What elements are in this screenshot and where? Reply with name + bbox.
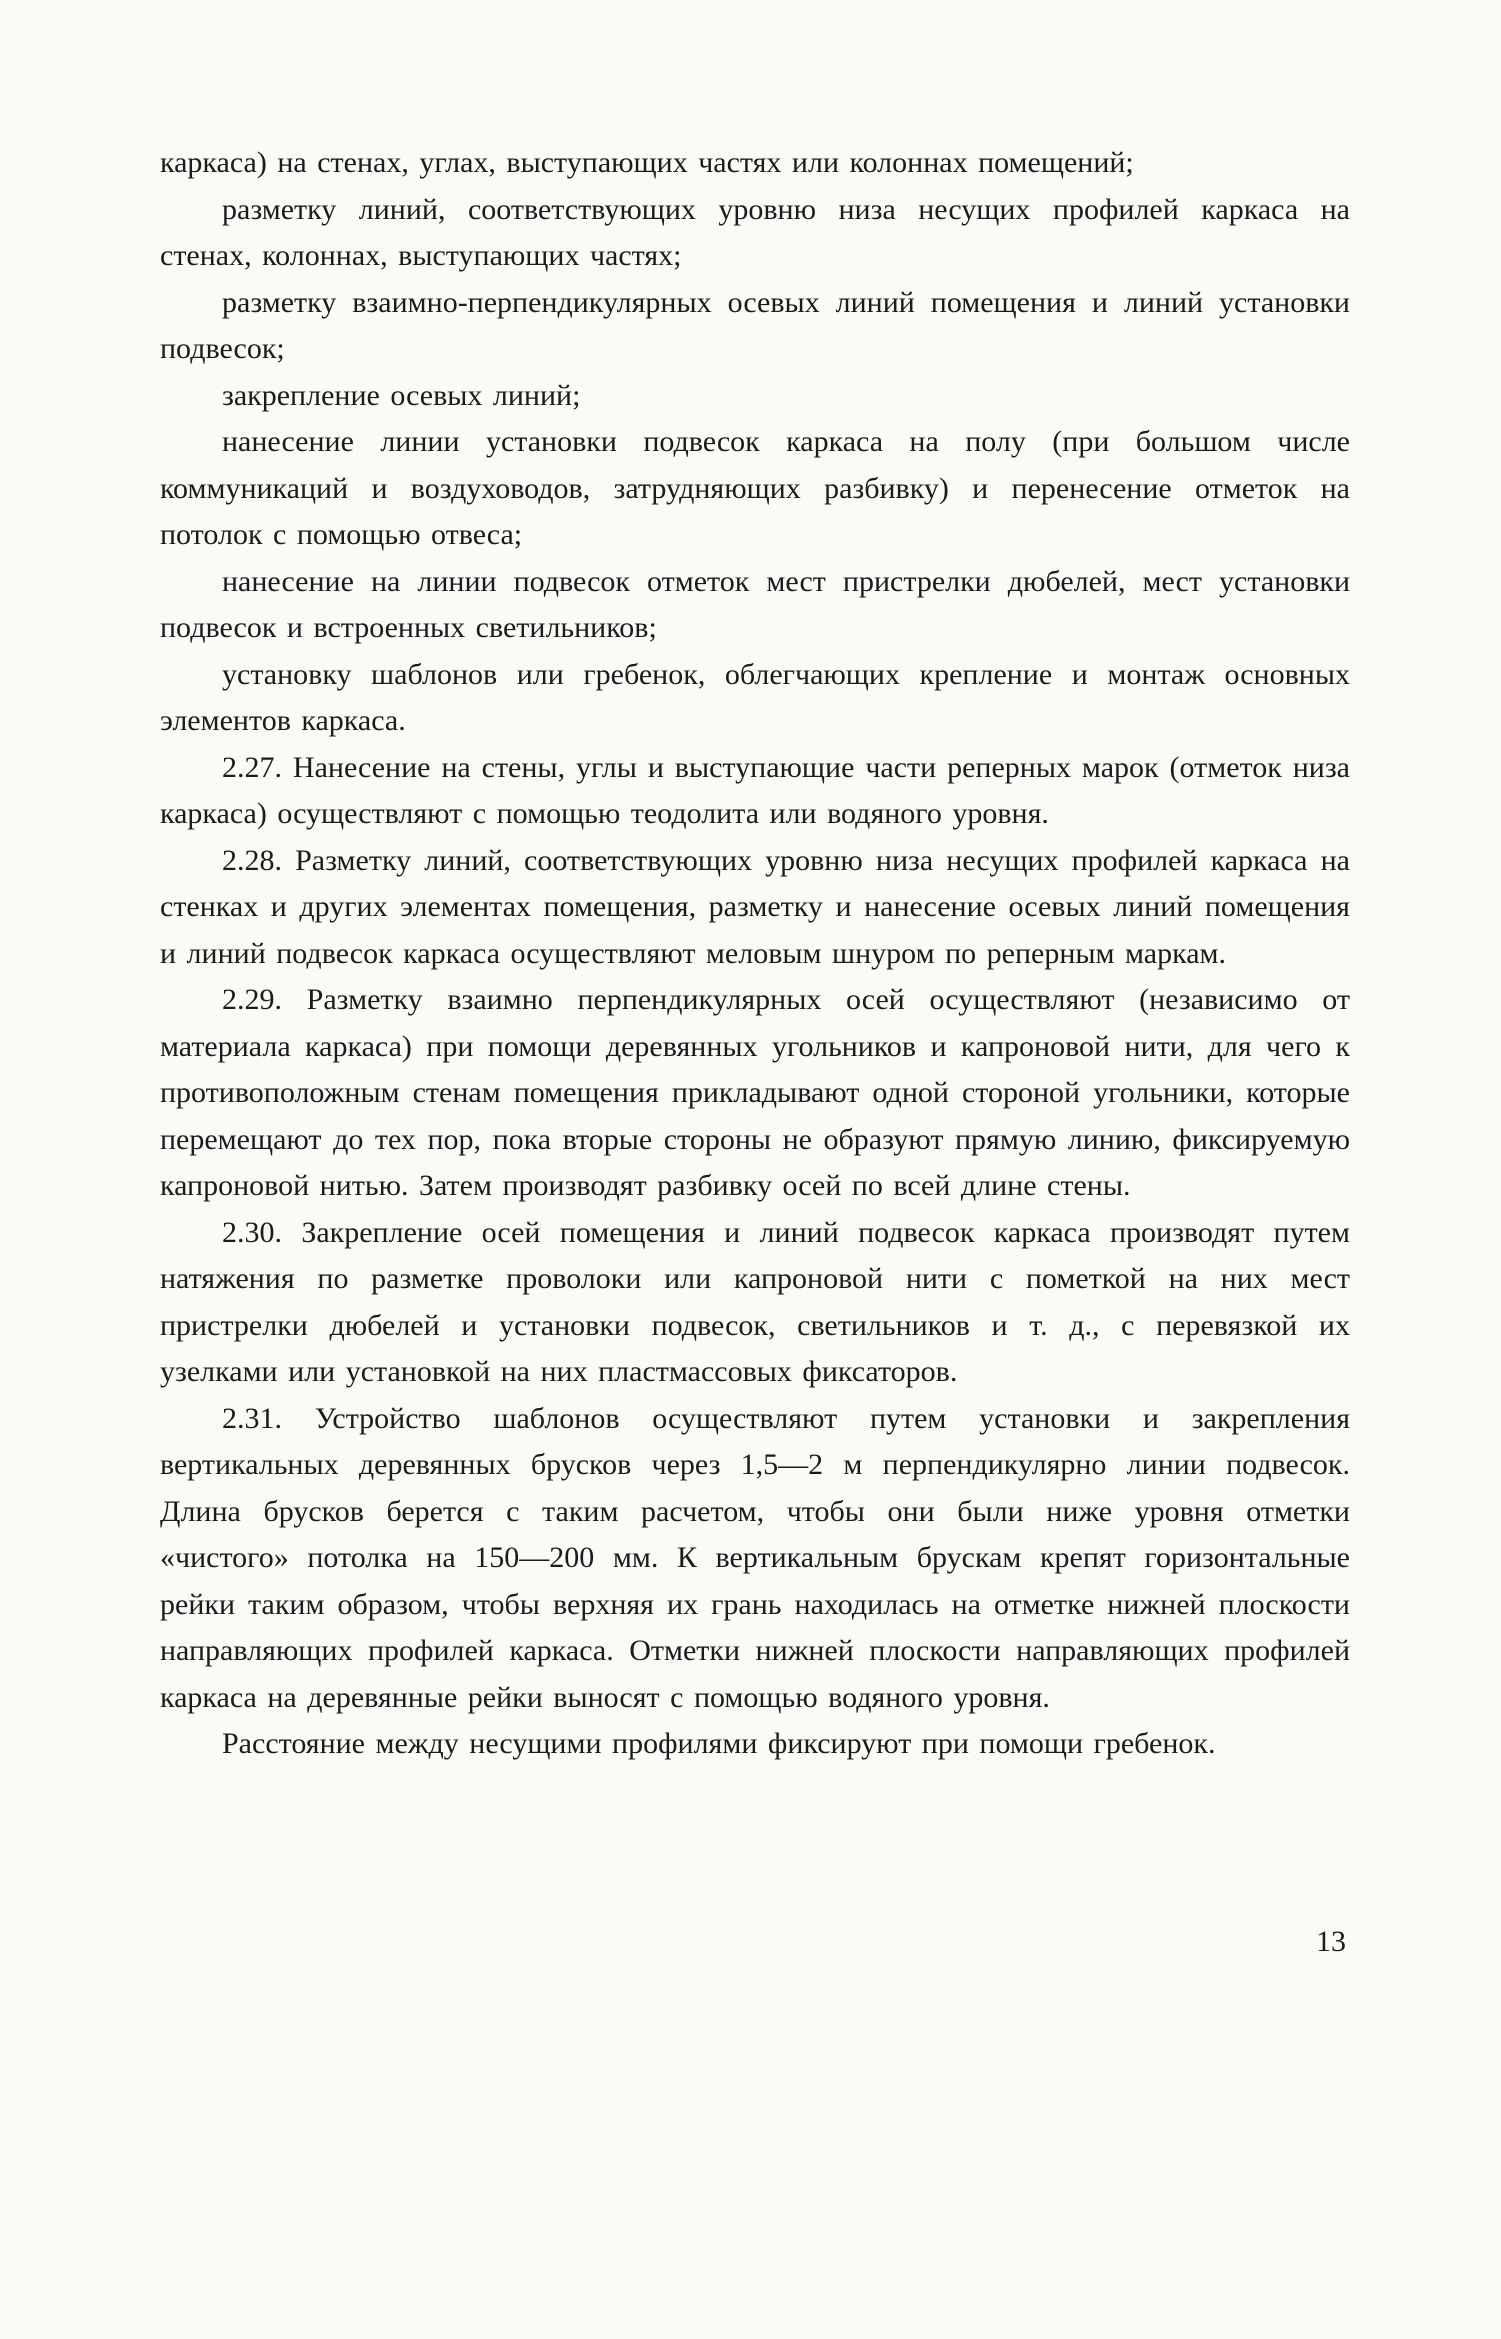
paragraph: 2.28. Разметку линий, соответствующих уровню низа несущих профилей каркаса на стенках и других элементах помещения, разметку и нанесение осевых линий помещения и линий подвесок каркаса осуществляют меловым шнуром по реперным маркам. — [160, 843, 1350, 970]
paragraph: 2.30. Закрепление осей помещения и линий подвесок каркаса производят путем натяжения по разметке проволоки или капроновой нити с пометкой на них мест пристрелки дюбелей и установки подвесок, светильников и т. д., с перевязкой их узелками или установкой на них пластмассовых фиксаторов. — [160, 1215, 1350, 1388]
paragraph: 2.31. Устройство шаблонов осуществляют путем установки и закрепления вертикальных деревянных брусков через 1,5—2 м перпендикулярно линии подвесок. Длина брусков берется с таким расчетом, чтобы они были ниже уровня отметки «чистого» потолка на 150—200 мм. К вертикальным брускам крепят горизонтальные рейки таким образом, чтобы верхняя их грань находилась на отметке нижней плоскости направляющих профилей каркаса. Отметки нижней плоскости направляющих профилей каркаса на деревянные рейки выносят с помощью водяного уровня. — [160, 1401, 1350, 1714]
paragraph: каркаса) на стенах, углах, выступающих частях или колоннах помещений; — [160, 146, 1134, 179]
paragraph: закрепление осевых линий; — [222, 378, 581, 412]
paragraph: 2.27. Нанесение на стены, углы и выступающие части реперных марок (отметок низа каркаса) осуществляют с помощью теодолита или водяного уровня. — [160, 750, 1350, 830]
paragraph: Расстояние между несущими профилями фиксируют при помощи гребенок. — [222, 1727, 1216, 1760]
paragraph: разметку взаимно-перпендикулярных осевых линий помещения и линий установки подвесок; — [160, 285, 1350, 365]
paragraph: разметку линий, соответствующих уровню низа несущих профилей каркаса на стенах, колоннах, выступающих частях; — [160, 192, 1350, 272]
page-number: 13 — [1316, 1925, 1346, 1958]
paragraph: 2.29. Разметку взаимно перпендикулярных осей осуществляют (независимо от материала каркаса) при помощи деревянных угольников и капроновой нити, для чего к противоположным стенам помещения прикладывают одной стороной угольники, которые перемещают до тех пор, пока вторые стороны не образуют прямую линию, фиксируемую капроновой нитью. Затем производят разбивку осей по всей длине стены. — [160, 983, 1350, 1202]
text-block — [160, 140, 1350, 1768]
paragraph: установку шаблонов или гребенок, облегчающих крепление и монтаж основных элементов каркаса. — [160, 657, 1350, 737]
paragraph: нанесение линии установки подвесок каркаса на полу (при большом числе коммуникаций и воздуховодов, затрудняющих разбивку) и перенесение отметок на потолок с помощью отвеса; — [160, 425, 1350, 551]
paragraph: нанесение на линии подвесок отметок мест пристрелки дюбелей, мест установки подвесок и встроенных светильников; — [160, 564, 1350, 644]
